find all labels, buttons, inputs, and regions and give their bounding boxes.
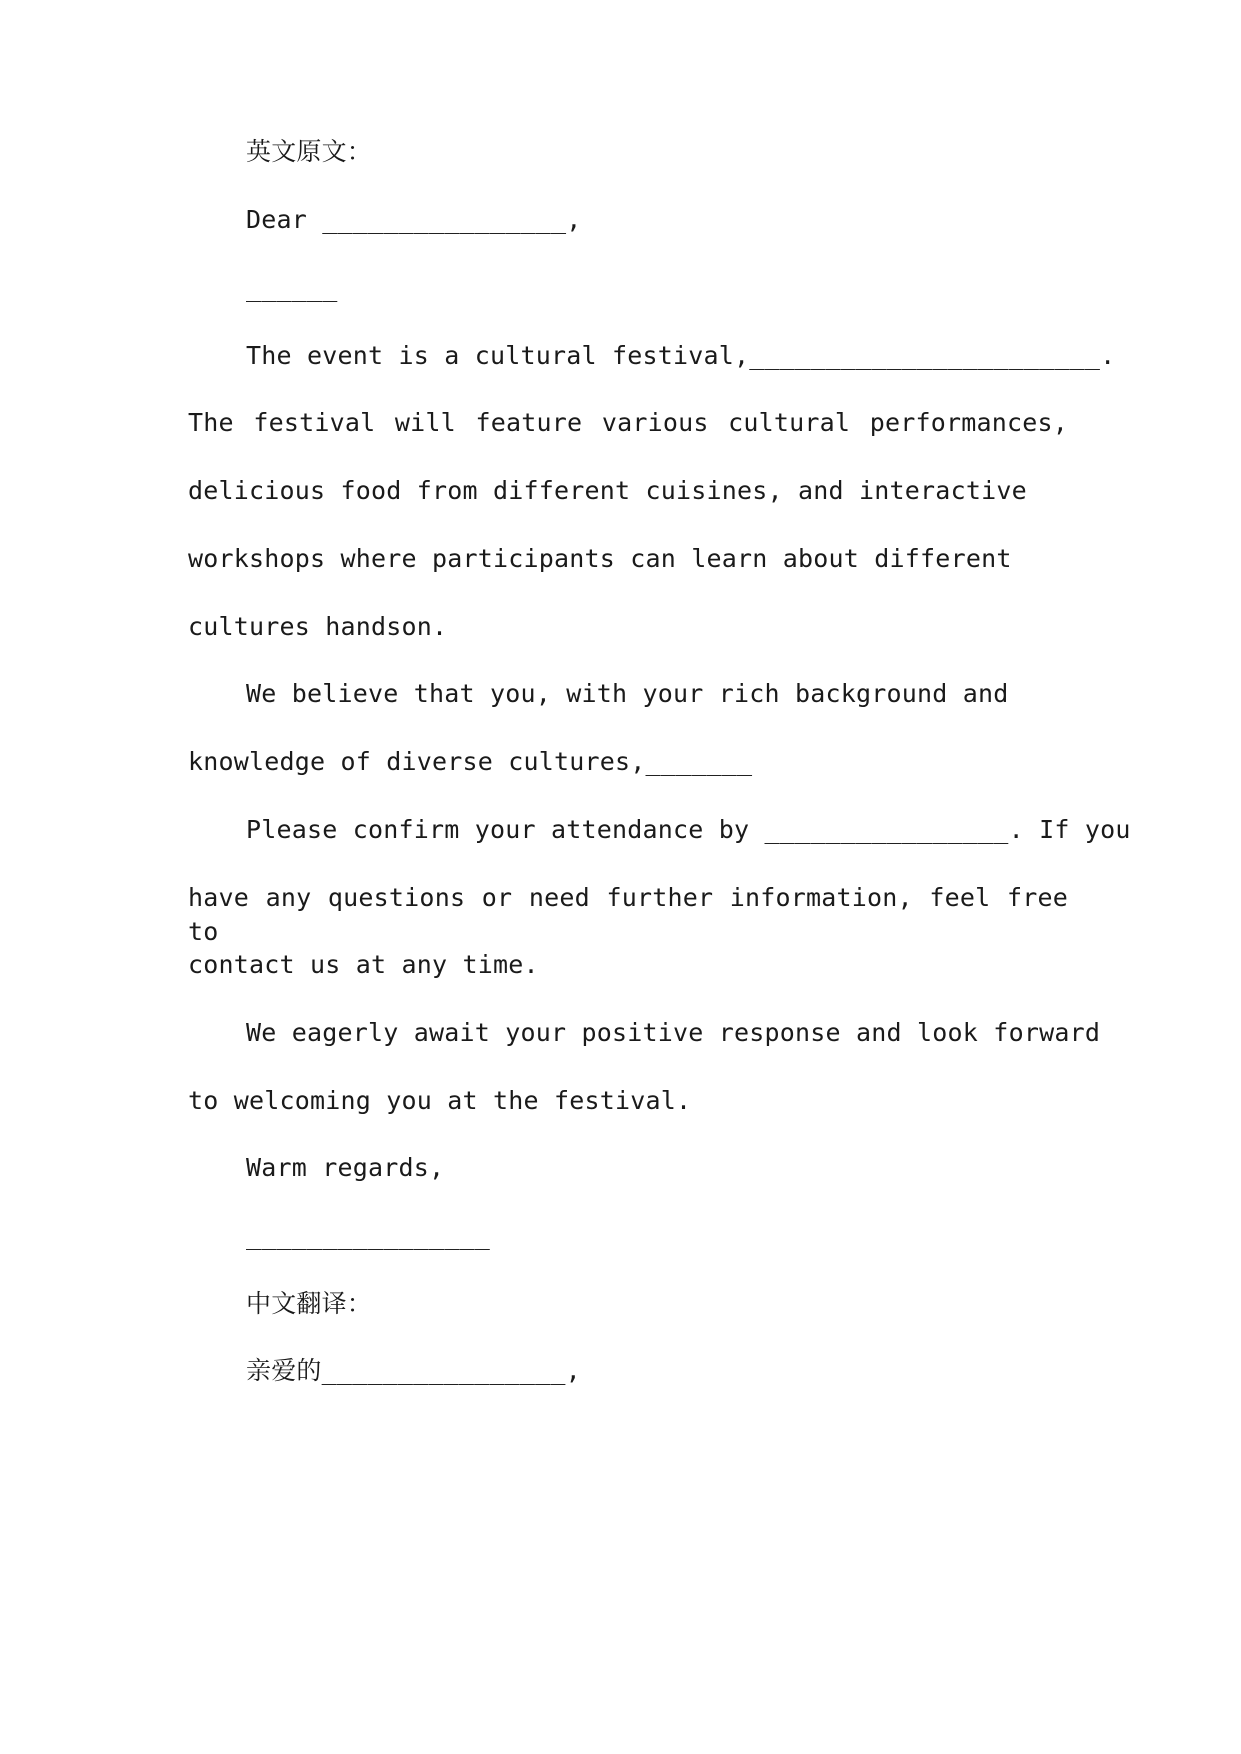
event-paragraph-line-5: cultures handson. <box>188 612 448 641</box>
confirm-paragraph-line-1: Please confirm your attendance by ________________. If you <box>246 815 1131 844</box>
belief-paragraph-line-1: We believe that you, with your rich background and <box>246 679 1009 708</box>
chinese-salutation: 亲爱的________________, <box>246 1356 581 1385</box>
event-paragraph-line-4: workshops where participants can learn about different <box>188 544 1012 573</box>
english-heading: 英文原文： <box>246 137 373 166</box>
await-paragraph-line-2: to welcoming you at the festival. <box>188 1086 692 1115</box>
event-paragraph-line-2: The festival will feature various cultural performances, <box>188 408 1068 437</box>
salutation: Dear ________________, <box>246 205 582 234</box>
closing: Warm regards, <box>246 1153 445 1182</box>
signature-blank: ________________ <box>246 1221 491 1250</box>
confirm-paragraph-line-2: have any questions or need further information, feel free to <box>188 883 1068 946</box>
event-paragraph-line-3: delicious food from different cuisines, and interactive <box>188 476 1027 505</box>
belief-paragraph-line-2: knowledge of diverse cultures,_______ <box>188 747 753 776</box>
await-paragraph-line-1: We eagerly await your positive response and look forward <box>246 1018 1101 1047</box>
event-paragraph-line-1: The event is a cultural festival,_______________________. <box>246 341 1116 370</box>
salutation-blank: ______ <box>246 273 338 302</box>
confirm-paragraph-line-3: contact us at any time. <box>188 950 539 979</box>
chinese-heading: 中文翻译： <box>246 1289 373 1318</box>
